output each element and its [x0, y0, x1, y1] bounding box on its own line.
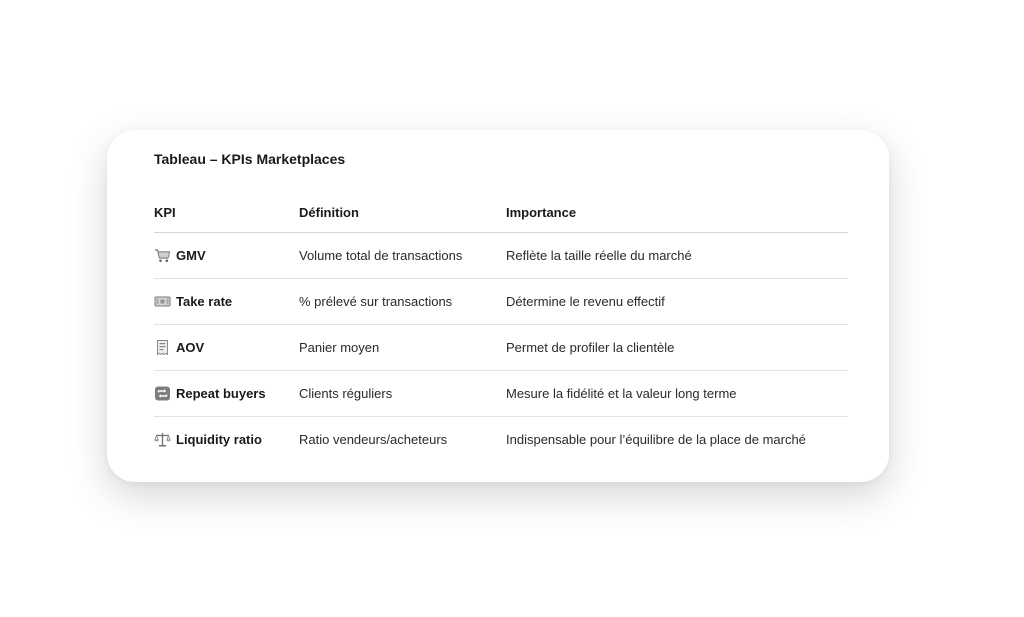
header-definition: Définition: [299, 192, 506, 233]
kpi-cell: [154, 417, 299, 463]
definition-cell: Volume total de transactions: [299, 233, 506, 279]
kpi-name: Take rate: [176, 294, 233, 309]
kpi-cell: [154, 371, 299, 417]
kpi-name: Repeat buyers: [176, 386, 266, 401]
table-row: [154, 371, 848, 417]
kpi-table: [154, 192, 848, 462]
definition-cell: Ratio vendeurs/acheteurs: [299, 432, 448, 447]
kpi-name: AOV: [176, 340, 205, 355]
kpi-name: GMV: [176, 248, 206, 263]
money-icon: [154, 294, 171, 309]
importance-cell: Indispensable pour l’équilibre de la place de marché: [506, 432, 806, 447]
header-importance: Importance: [506, 192, 848, 233]
kpi-name: Liquidity ratio: [176, 432, 262, 447]
importance-cell: Reflète la taille réelle du marché: [506, 233, 848, 279]
repeat-icon: [154, 386, 171, 401]
importance-cell: Permet de profiler la clientèle: [506, 325, 848, 371]
kpi-cell: [154, 279, 299, 325]
table-row: [154, 233, 848, 279]
kpi-table-card: [107, 130, 889, 482]
kpi-cell: [154, 233, 299, 279]
table-header-row: [154, 192, 848, 233]
kpi-cell: [154, 325, 299, 371]
balance-scale-icon: [154, 432, 171, 447]
receipt-icon: [154, 340, 171, 355]
table-row: [154, 417, 848, 463]
definition-cell: Panier moyen: [299, 325, 506, 371]
table-row: [154, 325, 848, 371]
importance-cell: Mesure la fidélité et la valeur long terme: [506, 371, 848, 417]
table-row: [154, 279, 848, 325]
importance-cell: Détermine le revenu effectif: [506, 279, 848, 325]
header-kpi: KPI: [154, 192, 299, 233]
shopping-cart-icon: [154, 248, 171, 263]
table-title: Tableau – KPIs Marketplaces: [154, 151, 346, 167]
definition-cell: % prélevé sur transactions: [299, 279, 506, 325]
definition-cell: Clients réguliers: [299, 371, 506, 417]
